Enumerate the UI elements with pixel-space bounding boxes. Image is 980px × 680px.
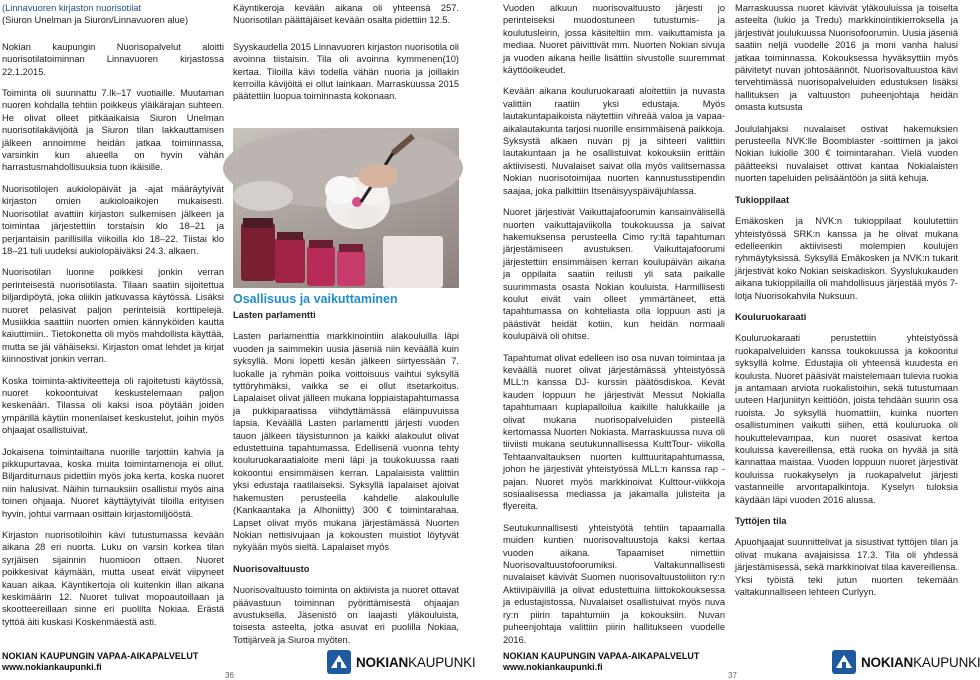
subheading: Kouluruokaraati: [735, 311, 807, 322]
paragraph: Tapahtumat olivat edelleen iso osa nuvan toimintaa ja keväällä nuoret olivat järjestämässä yhteistyössä MLL:n kanssa DJ- kurssin päätösdiskoa. Kevät kauden loppuun he järjestivät Messut Nokialla tapahtumaan kuplapalloilua kaikille halukkaille ja olivat mukana nuorisopalveluiden pisteellä kertomassa Nuorten Nokiasta. Marraskuussa nuva oli tiiviisti mukana seutukunnallisessa KulttTour- viikolla Tehtaanvaltauksen nuorten kulttuuritapahtumassa, johon he järjestivät yhteistyössä MLL:n kanssa rap -pajan. Nuoret myös markkinoivat Kulttour-viikkoja sosiaalisessa mediassa ja jakamalla julisteita ja flyereita.: [503, 352, 725, 512]
column-2-bottom: [233, 309, 459, 655]
paragraph: Marraskuussa nuoret kävivät yläkouluissa ja toiselta asteelta (lukio ja Tredu) markkinointikierroksella ja järjestivät joulukuussa Nuorisofoorumin. Uusia jäseniä saatiin neljä vuodelle 2016 ja moni vanha halusi jatkaa toiminnassa. Kokouksessa hyväksyttiin myös päivitetyt nuvan johtosäännöt. Nuorisovaltuustoa kävi tervehtimässä nuorisopalveluiden edustuksen lisäksi hallituksen ja valtuuston puheenjohtaja heidän omasta kutsusta: [735, 3, 958, 113]
paragraph: Apuohjaajat suunnittelivat ja sisustivat tyttöjen tilan ja olivat mukana avajaisissa 17.3. Tila oli yhdessä järjestämisessä, sekä markkinoivat tilaa kavereillensa. Yksi työistä teki jutun nuorten tekemään valtakunnalliseen lehteen Curlyyn.: [735, 537, 958, 598]
logo-word-regular: KAUPUNKI: [913, 654, 980, 670]
paragraph: Lasten parlamenttia markkinointiin alakouluilla läpi vuoden ja saimmekin uusia jäseniä niin keväällä kuin syksyllä. Moni lopetti kesän jälkeen siirtyessään 7. luokalle ja ryhmän poika voittoisuus vaihtui syksyllä tyttöryhmäksi, vaikka se ei ollut itsetarkoitus. Lapalaiset olivat jälleen mukana loppiaistapahtumassa ja pukkiparaatissa viihdyttämässä eläinpuvuissa lapsia. Keväällä Lasten parlamentti järjesti vuoden tauon jälkeen täysistunnon ja kaikki alakoulut olivat edustettuina tapahtumassa. Edellisenä vuonna tehty kouluruokaraatialoite meni läpi ja toukokuussa raati kokoontui ensimmäisen kerran. Lapalaisista valittiin yksi edustaja raatilaiseksi. Syksyllä lapalaiset ajoivat hakemusten perusteella kahdelle alakoululle (Kankaantaka ja Alhoniitty) 300 € toimintarahaa. Lapset olivat myös mukana järjestämässä Nuorten Nokian nettisivujaan ja kokousten muistiot löytyvät nykyään myös sieltä. Lapalaiset myös: [233, 331, 459, 553]
footer-left: [2, 651, 198, 673]
logo: [327, 647, 475, 677]
page-number: 36: [225, 671, 234, 680]
paragraph: Kouluruokaraati perustettiin yhteistyössä ruokapalveluiden kanssa toukokuussa ja kokoontui syksyllä kolme. Edustajia oli yhteensä kuudesta eri koulusta. Nuoret pääsivät maistelemaan tulevia ruokia ja antamaan arviota ruokalistoihin, sekä tutustumaan uuteen Harjuniityn keittiöön, joista tehdään suurin osa ruoista. Jo syksyllä huomattiin, kuinka nuorten osallistuminen vaikutti siihen, että kouluruoka oli houkuttelevampaa, kun nuoret osasivat kertoa kouluissa kavereillensa, että ruoka on hyvää ja sitä kannattaa maistaa. Vuoden loppuun nuoret järjestivät kouluissa ruokakyselyn ja ruokapalvelut järjesti vastanneille arvontapalkintoja. Kyselyn tuloksia käydään läpi vuoden 2016 alussa.: [735, 333, 958, 505]
logo-wordmark: [356, 655, 475, 670]
footer-url[interactable]: www.nokiankaupunki.fi: [503, 662, 603, 672]
paragraph: Kirjaston nuorisotiloihin kävi tutustumassa kevään aikana 28 eri nuorta. Luku on varsin korkea tilan syrjäisen sijainnin huomioon ottaen. Nuoret poikkesivat käymään, mutta useat eivät viipyneet kauan aikaa. Käyntikertoja oli kuitenkin illan aikana keskimäärin 12. Nuoret tulivat mopoautoillaan ja skootteereillaan sinne eri puolilta Nokiaa. Erästä tyttöä äiti kuskasi Koskenmäestä asti.: [2, 530, 224, 627]
logo: [832, 647, 980, 677]
subtitle: (Linnavuoren kirjaston nuorisotilat: [2, 3, 142, 13]
paragraph: Jokaisena toimintailtana nuorille tarjottiin kahvia ja pikkupurtavaa, koska muita toimintamenoja ei ollut. Biljarditurnaus pidettiin myös joka kerta, koska nuoret niin halusivat. Näihin turnauksiin osallistui myös aina toinen ohjaaja. Nuoret käyttäytyivät tiloilla erityisen hyvin, johtui varmaan osittain kirjastomiljööstä.: [2, 446, 224, 519]
subheading: Lasten parlamentti: [233, 310, 316, 320]
paragraph: Nuoret järjestivät Vaikuttajafoorumin kansainvälisellä nuorten vaikuttajaviikolla toukokuussa ja saivat hakemuksensa perusteella Cimo ry:ltä tapahtuman järjestämiseen avustuksen. Vaikuttajafoorumi järjestettiin ensimmäisen kerran koulupäivän aikana ja oppilaita saatiin reilusti yli sata paikalle suurimmasta osasta Nokian kouluista. Harmillisesti koulut eivät vain olleet ymmärtäneet, että tapahtumassa on kohteliasta olla loppuun asti ja päästivät heidät kotiin, kun heidän normaali koulupäivä oli ohitse.: [503, 207, 725, 342]
paragraph: Käyntikeroja kevään aikana oli yhteensä 257. Nuorisotilan päättäjäiset kevään osalta pidettiin 12.5.: [233, 3, 459, 26]
paragraph: Nuorisovaltuusto toiminta on aktiivista ja nuoret ottavat päävastuun toiminnan pyörittämisestä ohjaajan avustuksella. Jäsenistö on laajasti yläkouluista, toisesta asteelta, jotka asuvat eri puolilla Nokiaa, Tottijärveä ja Siuroa myöten.: [233, 585, 459, 645]
subheading: Tukioppilaat: [735, 194, 790, 205]
paragraph: Seutukunnallisesti yhteistyötä tehtiin tapaamalla muiden kuntien nuorisovaltuustoja kaksi kertaa vuoden aikana. Tapaamiset nimettiin Nuorisovaltuustofoorumiksi. Valtakunnallisesti nuvalaiset kävivät Suomen nuorisovaltuustoliiton ry:n Aktiivipäivillä ja olivat edustettuina liittokokouksessa ja edustajistossa. Nuvalaiset osallistuivat myös nuva ry:n piirin tapahtumiin ja kokouksiin. Nuvan puheenjohtaja valittiin piirin hallitukseen vuodelle 2016.: [503, 522, 725, 645]
paragraph: Joululahjaksi nuvalaiset ostivat hakemuksien perusteella NVK:lle Boomblaster -soittimen ja jakoi Nokian lukiolle 300 € toimintarahan. Vielä vuoden päätteeksi nuvalaiset ottivat kantaa Nokialaisten nuorten tapeluiden pelisääntöön ja siitä kehuja.: [735, 123, 958, 184]
footer-org: NOKIAN KAUPUNGIN VAPAA-AIKAPALVELUT: [2, 651, 199, 661]
subheading: Nuorisovaltuusto: [233, 563, 310, 574]
painting-illustration: [233, 128, 459, 288]
footer-right: [503, 651, 699, 673]
column-1: [2, 2, 224, 637]
paragraph: Toiminta oli suunnattu 7.lk–17 vuotiaille. Muutaman nuoren kohdalla tehtiin poikkeus yläikärajan suhteen. He olivat olleet pitkäaikaisia Siuron Unelman nuorisotilakävijöitä ja Siuron tilan lakkauttamisen jälkeen annoimme heidän jatkaa toiminnassa, varsinkin kun alueella on hyvin vähän harrastusmahdollisuuksia tuon ikäisille.: [2, 88, 224, 173]
page-number: 37: [728, 671, 737, 680]
footer-url[interactable]: www.nokiankaupunki.fi: [2, 662, 102, 672]
logo-word-bold: NOKIAN: [356, 654, 409, 670]
logo-word-bold: NOKIAN: [861, 654, 914, 670]
footer-org: NOKIAN KAUPUNGIN VAPAA-AIKAPALVELUT: [503, 651, 700, 661]
section-title: Osallisuus ja vaikuttaminen: [233, 292, 398, 306]
painting-photo: [233, 128, 459, 288]
paragraph: Vuoden alkuun nuorisovaltuusto järjesti jo perinteiseksi muodostuneen tutustumis- ja koulutusleirin, jossa käsiteltiin mm. vaikuttamista ja mediaa. Nuoret päivittivät mm. Nuorten Nokian sivuja ja vuoden aikana heille lisättiin sivustolle suuremmat käyttöoikeudet.: [503, 3, 725, 76]
paragraph: Koska toiminta-aktiviteetteja oli rajoitetusti käytössä, nuoret kokoontuivat keskustelemaan paljon keskenään. Tilassa oli kaksi isoa pöytään joiden ympärillä käytiin monenlaiset keskustelut, joihin myös ohjaajat osallistuivat.: [2, 375, 224, 436]
paragraph: Nuorisotilojen aukiolopäivät ja -ajat määräytyivät kirjaston omien aukioloaikojen mukaisesti. Nuorisotilat avattiin kirjaston sulkemisen jälkeen ja toimintaa järjestettiin torstaisin klo 18–21 ja perjantaisin parillisilla viikoilla klo 18–22. Tiistai klo 18–21 tuli uudeksi aukiolopäiväksi 24.3. alkaen.: [2, 183, 224, 256]
logo-word-regular: KAUPUNKI: [408, 654, 476, 670]
paragraph: Nokian kaupungin Nuorisopalvelut aloitti nuorisotilatoiminnan Linnavuoren kirjastossa 22.1.2015.: [2, 41, 224, 77]
paragraph: Nuorisotilan luonne poikkesi jonkin verran perinteisestä nuorisotilasta. Tilaan saatiin sijoitettua biljardipöytä, joka oliikin jatkuvassa käytössä. Lisäksi nuoret pelasivat paljon perinteisiä korttipelejä. Musiikkia saattiin nuorten omien kännyköiden kautta kaiuttimiin.. Tietokonetta oli myös mahdollista käyttää, mutta se jäi vähäiseksi. Kirjaston omat lehdet ja kirjat kiinnostivat jonkin verran.: [2, 267, 224, 365]
paragraph: Kevään aikana kouluruokaraati aloitettiin ja nuvasta valittiin raatiin yksi edustaja. Myös lautakuntapaikoista näytettiin vihreää valoa ja vapaa-aikalautakunta tarjosi nuorille ensimmäisenä paikkoja. Syksystä alkaen nuvan pj ja sihteeri valittiin lautakuntaan ja he osallistuivat kokouksiin erittäin aktiivisesti. Nuvalaiset saivat olla myös valitsemassa Nokian nuorisotoimijaa nuorten kannustusstipendin saajaa, joka palkittiin Itsenäisyyspäiväjuhlassa.: [503, 86, 725, 196]
lead-text: (Siuron Unelman ja Siuron/Linnavuoren alue): [2, 15, 189, 26]
subheading: Tyttöjen tila: [735, 516, 787, 527]
city-crest-icon: [327, 650, 351, 674]
paragraph: Syyskaudella 2015 Linnavuoren kirjaston nuorisotila oli avoinna tiistaisin. Tila oli avoinna kymmenen(10) kertaa. Tiloilla kävi todella vähän nuoria ja joillakin kerroilla kävijöitä ei ollut lainkaan. Marraskuussa 2015 päätettiin luopua toiminnasta kokonaan.: [233, 41, 459, 102]
column-3: [503, 2, 725, 655]
column-2-top: [233, 2, 459, 112]
paragraph: Emäkosken ja NVK:n tukioppilaat koulutettiin yhteistyössä SRK:n kanssa ja he olivat mukana edelleenkin aktiivisesti molempien koulujen ryhmäytyksissä. Syksyllä Emäkosken ja NVK:n tukarit järjestivät koko Nokian seiskadiskon. Syyslukukauden aikana tukioppilailla oli mahdollisuus järjestää myös 7-lotja Nuorisokahvila Nuksuun.: [735, 216, 958, 301]
logo-wordmark: [861, 655, 980, 670]
column-4: [735, 2, 958, 607]
city-crest-icon: [832, 650, 856, 674]
